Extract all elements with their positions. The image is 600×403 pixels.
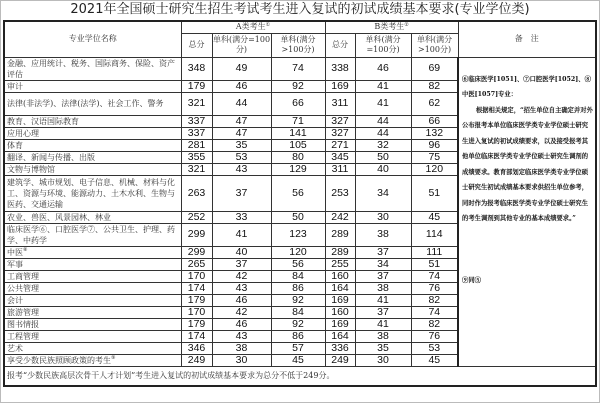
remarks-cell — [458, 57, 596, 366]
score-a-single-100: 41 — [212, 223, 271, 246]
major-name-cell — [4, 139, 181, 151]
score-b-total: 311 — [325, 92, 355, 115]
score-b-total: 169 — [325, 80, 355, 92]
header-group-a — [181, 21, 325, 33]
group-a-label: A类考生 — [235, 22, 266, 32]
major-name: 工程管理 — [7, 331, 39, 341]
score-a-total: 252 — [181, 211, 212, 223]
score-a-total: 263 — [181, 175, 212, 211]
group-b-label: B类考生 — [374, 22, 405, 32]
score-a-total: 265 — [181, 258, 212, 270]
score-a-single-100: 42 — [212, 270, 271, 282]
group-a-footnote: ① — [265, 22, 271, 29]
score-b-total: 160 — [325, 270, 355, 282]
score-table — [3, 20, 597, 387]
score-b-single-gt100: 111 — [411, 246, 458, 258]
score-b-single-100: 37 — [355, 246, 411, 258]
score-a-single-100: 40 — [212, 246, 271, 258]
score-b-total: 327 — [325, 127, 355, 139]
score-a-single-gt100: 92 — [271, 80, 325, 92]
score-b-total: 289 — [325, 246, 355, 258]
score-b-single-gt100: 45 — [411, 354, 458, 366]
score-a-total: 321 — [181, 163, 212, 175]
remark-line-3: ⑨同⑤ — [462, 276, 481, 284]
remark-line-2: 根据相关规定，“招生单位自主确定并对外公布报考本单位临床医学类专业学位硕士研究生进入复试的初试成绩要求，以及接受报考其他单位临床医学类专业学位硕士研究生调剂的成绩要求。教育部划定临床医学类专业学位硕士研究生初试成绩基本要求供招生单位参考，同时作为报考临床医学类专业学位硕士研究生的考生调剂到其他专业的基本成绩要求。” — [462, 106, 593, 222]
major-name: 临床医学⑥、口腔医学⑦、公共卫生、护理、药学、中药学 — [7, 224, 175, 245]
major-name-cell — [4, 318, 181, 330]
score-b-single-gt100: 82 — [411, 80, 458, 92]
score-b-single-100: 50 — [355, 151, 411, 163]
major-name: 图书情报 — [7, 319, 39, 329]
footnote-mark: ⑧ — [23, 246, 28, 253]
score-b-single-100: 37 — [355, 270, 411, 282]
score-a-single-100: 37 — [212, 175, 271, 211]
score-a-single-gt100: 92 — [271, 294, 325, 306]
header-b-single-100: 单科(满分=100分) — [355, 33, 411, 57]
score-b-single-gt100: 69 — [411, 57, 458, 80]
score-b-single-gt100: 132 — [411, 127, 458, 139]
header-a-total: 总分 — [181, 33, 212, 57]
score-a-single-100: 43 — [212, 163, 271, 175]
score-a-total: 249 — [181, 354, 212, 366]
major-name-cell — [4, 163, 181, 175]
score-a-total: 170 — [181, 306, 212, 318]
score-b-total: 271 — [325, 139, 355, 151]
score-a-single-gt100: 56 — [271, 258, 325, 270]
major-name: 农业、兽医、风景园林、林业 — [7, 212, 111, 222]
major-name-cell — [4, 330, 181, 342]
score-b-single-gt100: 74 — [411, 306, 458, 318]
score-b-total: 289 — [325, 223, 355, 246]
major-name: 审计 — [7, 81, 23, 91]
header-b-total: 总分 — [325, 33, 355, 57]
score-b-single-gt100: 51 — [411, 175, 458, 211]
score-b-total: 336 — [325, 342, 355, 354]
score-b-single-gt100: 96 — [411, 139, 458, 151]
major-name: 军事 — [7, 259, 23, 269]
major-name-cell — [4, 223, 181, 246]
score-a-single-100: 43 — [212, 330, 271, 342]
score-b-total: 327 — [325, 115, 355, 127]
score-a-single-100: 43 — [212, 282, 271, 294]
score-b-total: 169 — [325, 294, 355, 306]
major-name-cell — [4, 282, 181, 294]
score-b-single-gt100: 75 — [411, 151, 458, 163]
score-a-single-100: 49 — [212, 57, 271, 80]
major-name: 会计 — [7, 295, 23, 305]
score-a-total: 346 — [181, 342, 212, 354]
major-name-cell — [4, 80, 181, 92]
major-name: 工商管理 — [7, 271, 39, 281]
table-row — [4, 57, 596, 80]
score-a-total: 179 — [181, 318, 212, 330]
score-b-single-100: 44 — [355, 115, 411, 127]
score-b-single-100: 41 — [355, 80, 411, 92]
score-b-single-gt100: 114 — [411, 223, 458, 246]
score-a-single-100: 46 — [212, 294, 271, 306]
score-a-single-gt100: 84 — [271, 306, 325, 318]
score-b-single-100: 46 — [355, 57, 411, 80]
score-a-total: 174 — [181, 282, 212, 294]
score-a-total: 174 — [181, 330, 212, 342]
score-a-single-100: 53 — [212, 151, 271, 163]
score-a-single-100: 46 — [212, 80, 271, 92]
major-name-cell — [4, 115, 181, 127]
score-b-single-100: 41 — [355, 92, 411, 115]
major-name-cell — [4, 258, 181, 270]
footnote-mark: ⑨ — [111, 354, 116, 361]
score-a-total: 170 — [181, 270, 212, 282]
score-b-single-gt100: 51 — [411, 258, 458, 270]
major-name: 法律(非法学)、法律(法学)、社会工作、警务 — [7, 99, 164, 108]
score-b-single-100: 38 — [355, 223, 411, 246]
score-b-single-100: 30 — [355, 354, 411, 366]
score-a-single-100: 47 — [212, 115, 271, 127]
score-a-single-gt100: 50 — [271, 211, 325, 223]
major-name: 翻译、新闻与传播、出版 — [7, 152, 95, 162]
major-name-cell — [4, 342, 181, 354]
score-b-total: 242 — [325, 211, 355, 223]
score-a-single-gt100: 86 — [271, 330, 325, 342]
score-b-single-gt100: 66 — [411, 115, 458, 127]
major-name: 享受少数民族照顾政策的考生 — [7, 355, 111, 365]
score-b-single-100: 44 — [355, 127, 411, 139]
score-b-single-gt100: 74 — [411, 270, 458, 282]
score-b-single-gt100: 62 — [411, 92, 458, 115]
major-name-cell — [4, 306, 181, 318]
major-name: 教育、汉语国际教育 — [7, 116, 79, 126]
major-name-cell — [4, 294, 181, 306]
score-b-single-gt100: 120 — [411, 163, 458, 175]
major-name-cell — [4, 246, 181, 258]
major-name: 文物与博物馆 — [7, 164, 55, 174]
score-a-single-gt100: 92 — [271, 318, 325, 330]
score-a-single-gt100: 66 — [271, 92, 325, 115]
score-b-single-100: 38 — [355, 282, 411, 294]
major-name: 体育 — [7, 140, 23, 150]
score-b-single-100: 34 — [355, 258, 411, 270]
major-name: 公共管理 — [7, 283, 39, 293]
major-name-cell — [4, 270, 181, 282]
score-b-single-gt100: 76 — [411, 330, 458, 342]
header-group-b — [325, 21, 458, 33]
score-b-single-gt100: 82 — [411, 294, 458, 306]
major-name: 艺术 — [7, 343, 23, 353]
score-a-total: 179 — [181, 80, 212, 92]
score-a-total: 355 — [181, 151, 212, 163]
score-a-single-gt100: 86 — [271, 282, 325, 294]
footer-note: 报考“少数民族高层次骨干人才计划”考生进入复试的初试成绩基本要求为总分不低于249分。 — [4, 366, 596, 386]
major-name: 中医 — [7, 247, 23, 257]
major-name: 建筑学、城市规划、电子信息、机械、材料与化工、资源与环境、能源动力、土木水利、生物与医药、交通运输 — [7, 177, 175, 209]
score-b-total: 255 — [325, 258, 355, 270]
score-b-total: 345 — [325, 151, 355, 163]
major-name-cell — [4, 92, 181, 115]
score-b-total: 164 — [325, 330, 355, 342]
major-name-cell — [4, 354, 181, 366]
header-major-name: 专业学位名称 — [4, 21, 181, 57]
score-a-total: 179 — [181, 294, 212, 306]
score-a-single-gt100: 57 — [271, 342, 325, 354]
score-b-single-100: 41 — [355, 318, 411, 330]
score-b-single-100: 41 — [355, 294, 411, 306]
score-a-single-100: 42 — [212, 306, 271, 318]
major-name: 金融、应用统计、税务、国际商务、保险、资产评估 — [7, 58, 175, 79]
score-a-total: 337 — [181, 115, 212, 127]
score-a-single-gt100: 80 — [271, 151, 325, 163]
score-b-total: 311 — [325, 163, 355, 175]
score-b-total: 164 — [325, 282, 355, 294]
remark-line-1: ⑥临床医学[1051]、⑦口腔医学[1052]、⑧中医[1057]专业： — [462, 75, 591, 98]
major-name: 应用心理 — [7, 128, 39, 138]
score-a-total: 337 — [181, 127, 212, 139]
score-a-single-100: 44 — [212, 92, 271, 115]
major-name-cell — [4, 175, 181, 211]
score-b-single-100: 40 — [355, 163, 411, 175]
score-b-single-gt100: 53 — [411, 342, 458, 354]
score-a-total: 321 — [181, 92, 212, 115]
score-b-single-100: 38 — [355, 330, 411, 342]
score-b-total: 249 — [325, 354, 355, 366]
score-a-single-gt100: 123 — [271, 223, 325, 246]
score-b-single-gt100: 82 — [411, 318, 458, 330]
score-a-single-gt100: 74 — [271, 57, 325, 80]
score-b-total: 338 — [325, 57, 355, 80]
score-b-total: 253 — [325, 175, 355, 211]
major-name-cell — [4, 57, 181, 80]
score-a-single-gt100: 141 — [271, 127, 325, 139]
score-a-total: 299 — [181, 246, 212, 258]
header-a-single-gt100: 单科(满分>100分) — [271, 33, 325, 57]
score-b-single-gt100: 76 — [411, 282, 458, 294]
score-a-single-100: 30 — [212, 354, 271, 366]
header-b-single-gt100: 单科(满分>100分) — [411, 33, 458, 57]
score-a-single-gt100: 71 — [271, 115, 325, 127]
score-a-single-100: 35 — [212, 139, 271, 151]
score-a-single-gt100: 56 — [271, 175, 325, 211]
score-b-total: 160 — [325, 306, 355, 318]
score-b-total: 169 — [325, 318, 355, 330]
score-a-single-gt100: 105 — [271, 139, 325, 151]
major-name-cell — [4, 127, 181, 139]
score-a-total: 348 — [181, 57, 212, 80]
score-a-total: 299 — [181, 223, 212, 246]
score-a-single-gt100: 45 — [271, 354, 325, 366]
major-name-cell — [4, 151, 181, 163]
score-a-total: 281 — [181, 139, 212, 151]
header-remarks: 备 注 — [458, 21, 596, 57]
header-a-single-100: 单科(满分=100分) — [212, 33, 271, 57]
score-a-single-gt100: 120 — [271, 246, 325, 258]
score-b-single-100: 35 — [355, 342, 411, 354]
group-b-footnote: ② — [404, 22, 409, 29]
major-name-cell — [4, 211, 181, 223]
score-b-single-gt100: 45 — [411, 211, 458, 223]
score-b-single-100: 37 — [355, 306, 411, 318]
page-title: 2021年全国硕士研究生招生考试考生进入复试的初试成绩基本要求(专业学位类) — [70, 2, 530, 17]
score-b-single-100: 32 — [355, 139, 411, 151]
score-a-single-gt100: 84 — [271, 270, 325, 282]
score-a-single-100: 47 — [212, 127, 271, 139]
score-a-single-100: 46 — [212, 318, 271, 330]
score-a-single-100: 33 — [212, 211, 271, 223]
score-a-single-100: 37 — [212, 258, 271, 270]
score-a-single-gt100: 129 — [271, 163, 325, 175]
score-b-single-100: 30 — [355, 211, 411, 223]
major-name: 旅游管理 — [7, 307, 39, 317]
score-a-single-100: 38 — [212, 342, 271, 354]
score-b-single-100: 34 — [355, 175, 411, 211]
